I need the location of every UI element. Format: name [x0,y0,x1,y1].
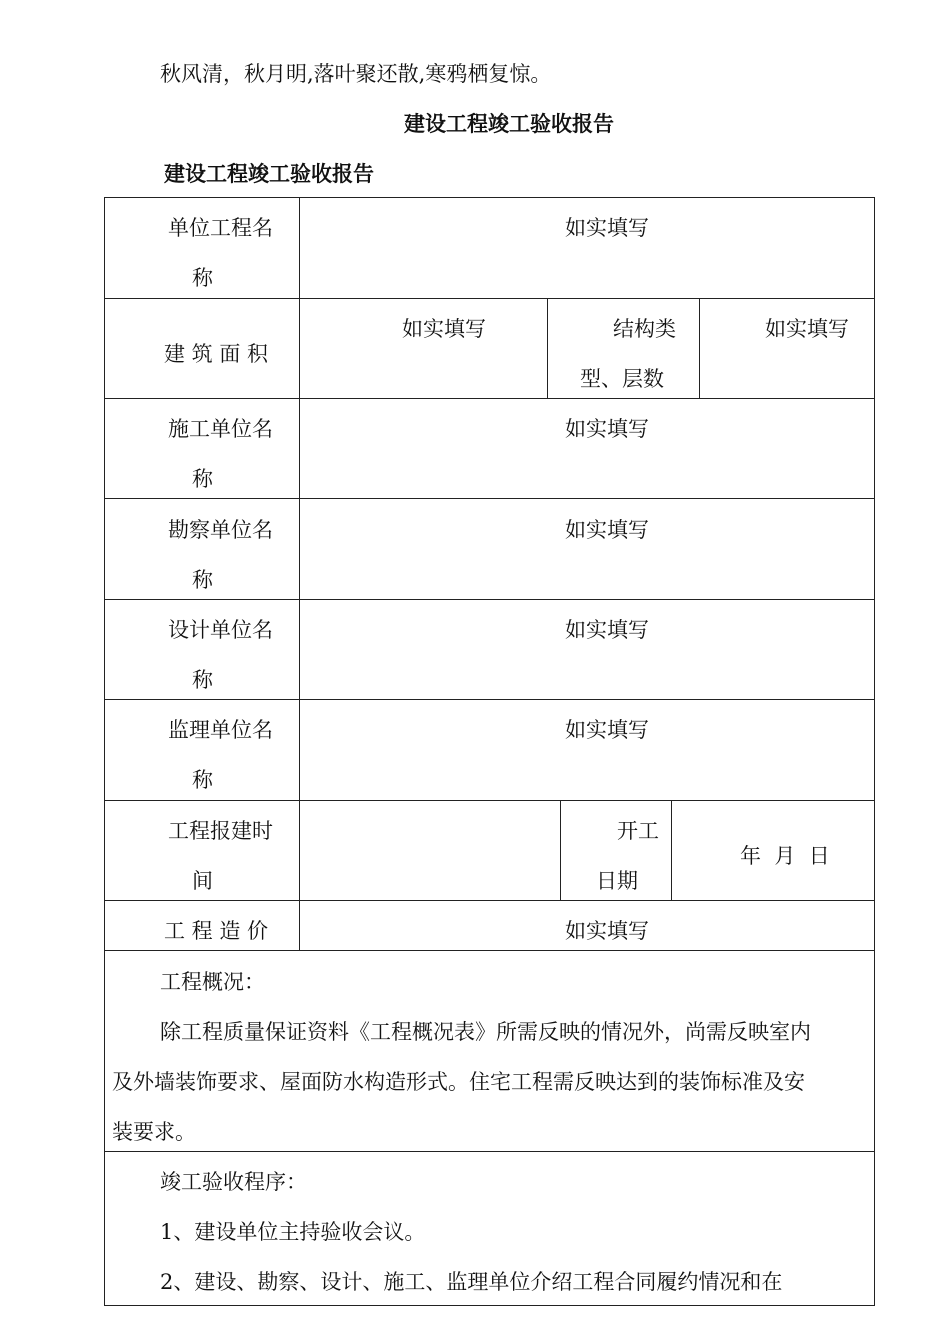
value-design-unit[interactable]: 如实填写 [565,618,649,642]
label-design-unit-cont: 称 [192,668,213,692]
label-building-area: 建 筑 面 积 [164,342,269,366]
label-design-unit: 设计单位名 [168,618,273,642]
value-supervision-unit[interactable]: 如实填写 [565,718,649,742]
label-survey-unit-cont: 称 [192,568,213,592]
value-structure-type[interactable]: 如实填写 [765,317,849,341]
poem-line: 秋风清，秋月明,落叶聚还散,寒鸦栖复惊。 [160,62,552,86]
label-start-date-cont: 日期 [596,869,638,893]
label-supervision-unit-cont: 称 [192,768,213,792]
label-survey-unit: 勘察单位名 [168,518,273,542]
value-unit-project-name[interactable]: 如实填写 [565,216,649,240]
value-start-date[interactable]: 年 月 日 [740,844,830,868]
label-report-time: 工程报建时 [168,819,273,843]
table-title: 建设工程竣工验收报告 [164,162,374,186]
label-supervision-unit: 监理单位名 [168,718,273,742]
value-construction-unit[interactable]: 如实填写 [565,417,649,441]
overview-line-1: 除工程质量保证资料《工程概况表》所需反映的情况外，尚需反映室内 [160,1020,811,1044]
label-unit-project-name: 单位工程名 [168,216,273,240]
procedure-item-1: 1、建设单位主持验收会议。 [160,1220,426,1244]
label-structure-type-cont: 型、层数 [580,367,664,391]
overview-line-2: 及外墙装饰要求、屋面防水构造形式。住宅工程需反映达到的装饰标准及安 [112,1070,805,1094]
label-start-date: 开工 [617,819,659,843]
label-construction-unit-cont: 称 [192,467,213,491]
overview-line-3: 装要求。 [112,1120,196,1144]
value-survey-unit[interactable]: 如实填写 [565,518,649,542]
value-building-area[interactable]: 如实填写 [402,317,486,341]
label-structure-type: 结构类 [613,317,676,341]
value-project-cost[interactable]: 如实填写 [565,919,649,943]
label-unit-project-name-cont: 称 [192,266,213,290]
procedure-heading: 竣工验收程序： [160,1170,307,1194]
label-project-cost: 工 程 造 价 [164,919,269,943]
document-title: 建设工程竣工验收报告 [404,112,614,136]
overview-heading: 工程概况： [160,970,265,994]
label-report-time-cont: 间 [192,869,213,893]
procedure-item-2: 2、建设、勘察、设计、施工、监理单位介绍工程合同履约情况和在 [160,1270,783,1294]
label-construction-unit: 施工单位名 [168,417,273,441]
